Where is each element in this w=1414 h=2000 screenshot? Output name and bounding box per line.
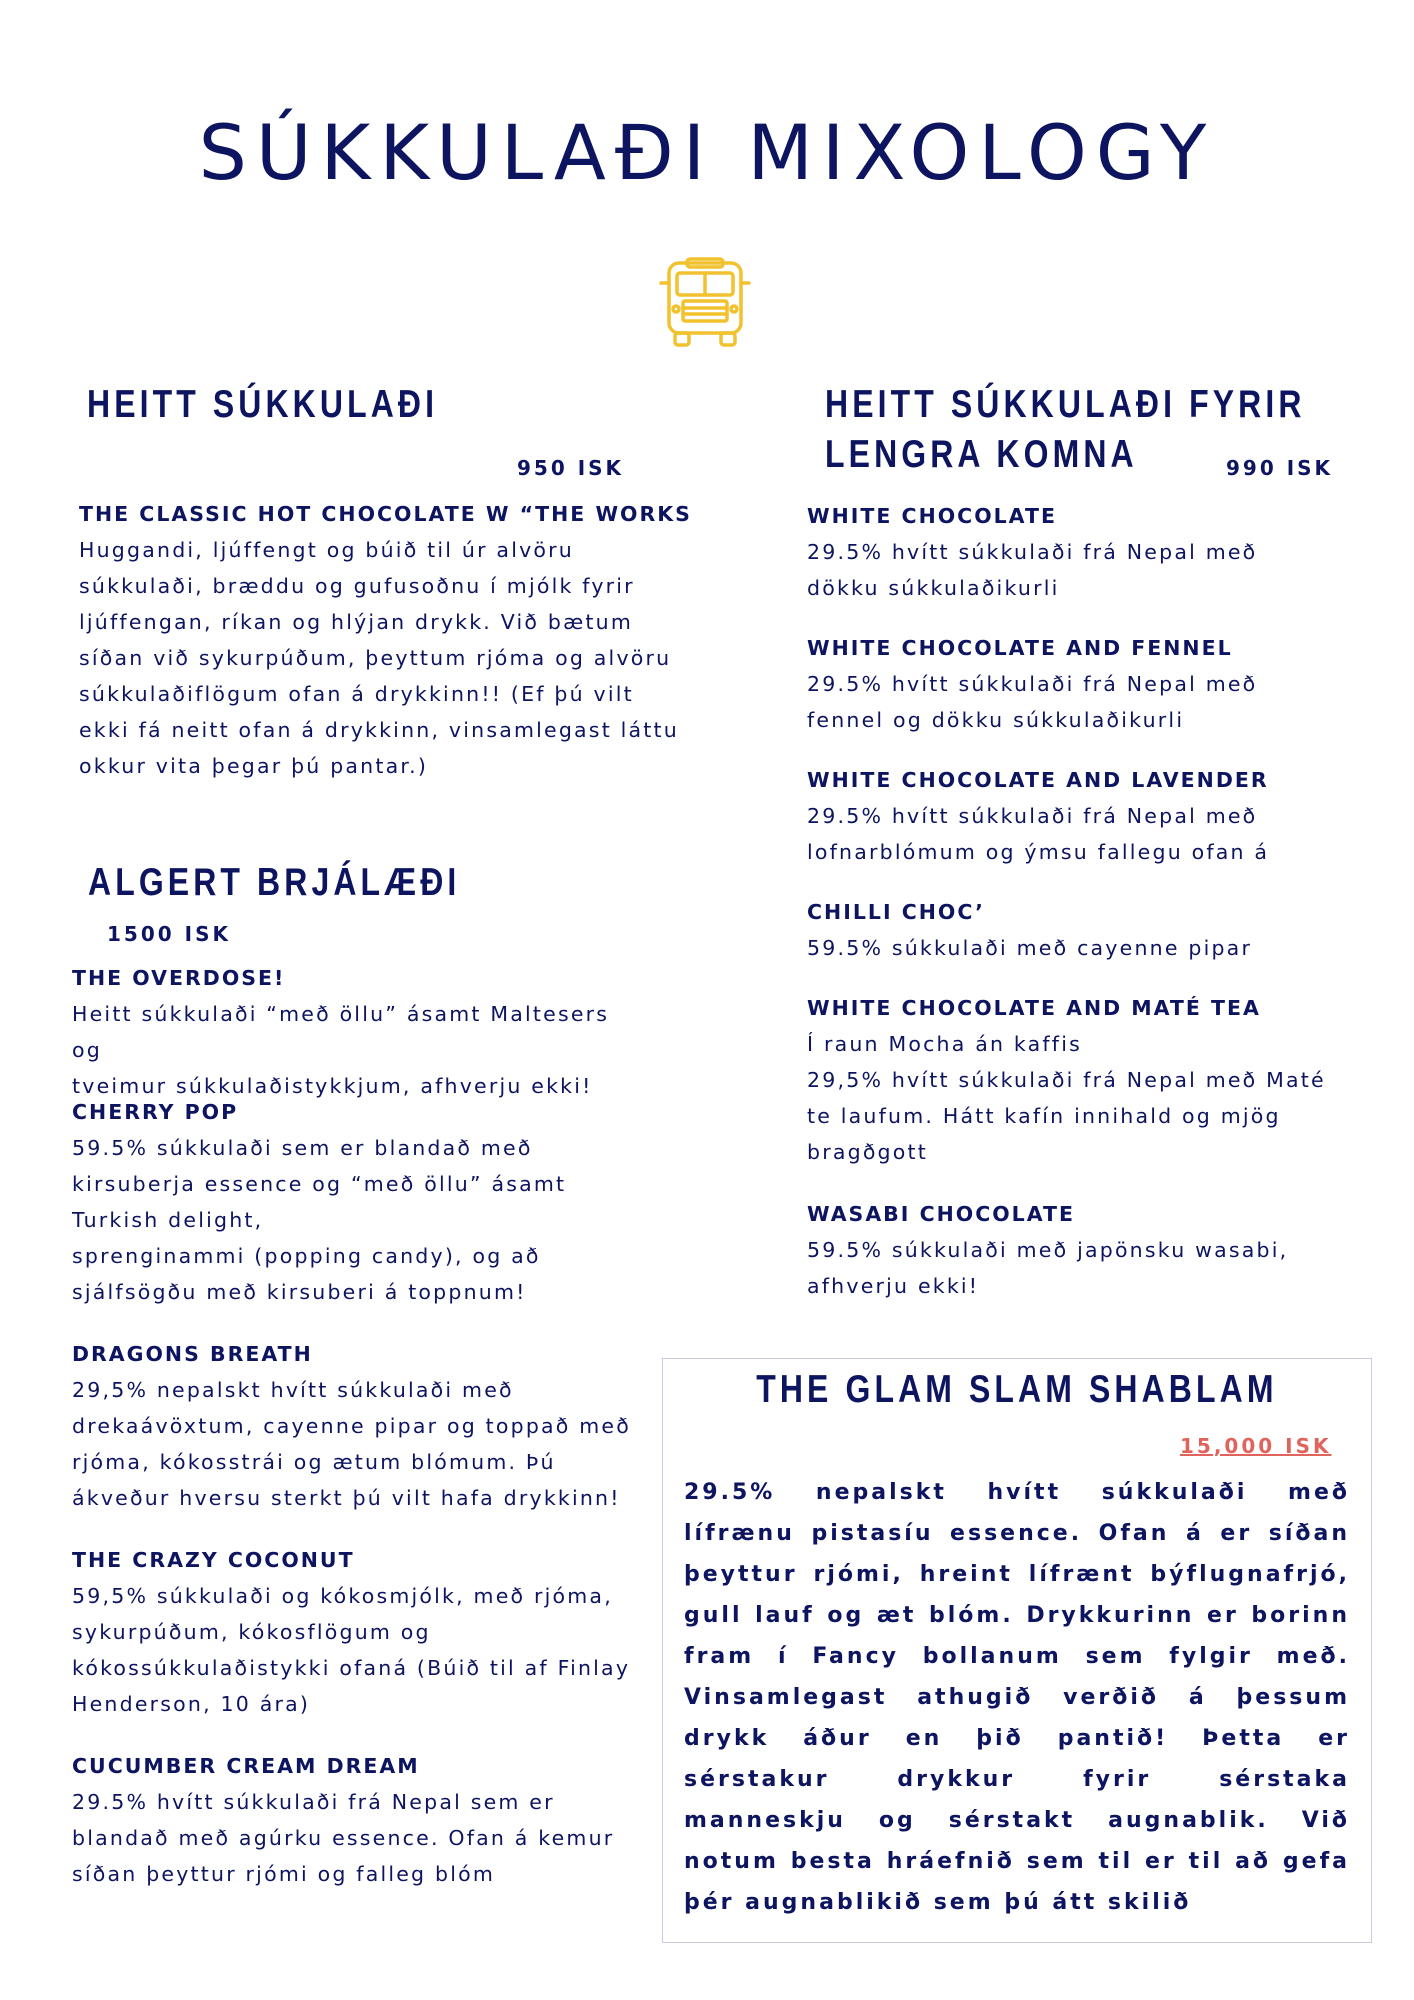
item-name: WHITE CHOCOLATE AND LAVENDER (807, 768, 1269, 792)
price-lengra: 990 ISK (1226, 456, 1334, 480)
item-description: 29.5% hvítt súkkulaði frá Nepal með dökku súkkulaðikurli (807, 540, 1258, 600)
menu-item (807, 894, 1367, 966)
menu-item (72, 1748, 632, 1892)
item-description: 29.5% hvítt súkkulaði frá Nepal með fennel og dökku súkkulaðikurli (807, 672, 1258, 732)
menu-item (807, 762, 1367, 870)
price-heitt: 950 ISK (517, 456, 625, 480)
menu-item (72, 1094, 632, 1310)
section-heading-algert: ALGERT BRJÁLÆÐI (88, 861, 461, 904)
item-name: WHITE CHOCOLATE AND FENNEL (807, 636, 1233, 660)
item-description: 29,5% nepalskt hvítt súkkulaði með drekaávöxtum, cayenne pipar og toppað með rjóma, kókosstrái og ætum blómum. Þú ákveður hversu sterkt þú vilt hafa drykkinn! (72, 1378, 631, 1510)
item-description: Huggandi, ljúffengt og búið til úr alvöru súkkulaði, bræddu og gufusoðnu í mjólk fyrir ljúffengan, ríkan og hlýjan drykk. Við bætum síðan við sykurpúðum, þeyttum rjóma og alvöru súkkulaðiflögum ofan á drykkinn!! (Ef þú vilt ekki fá neitt ofan á drykkinn, vinsamlegast láttu okkur vita þegar þú pantar.) (79, 538, 679, 778)
page-title: SÚKKULAÐI MIXOLOGY (198, 108, 1216, 197)
item-name: THE OVERDOSE! (72, 966, 286, 990)
item-description: 59.5% súkkulaði með japönsku wasabi, afhverju ekki! (807, 1238, 1289, 1298)
featured-drink-title-wrap (662, 1365, 1372, 1415)
menu-item (807, 990, 1367, 1170)
item-name: THE CRAZY COCONUT (72, 1548, 355, 1572)
item-description: Heitt súkkulaði “með öllu” ásamt Maltesers og tveimur súkkulaðistykkjum, afhverju ekki! (72, 1002, 610, 1098)
section-heading-line: LENGRA KOMNA (825, 433, 1138, 476)
menu-item (79, 496, 692, 784)
item-description: 29.5% hvítt súkkulaði frá Nepal með lofnarblómum og ýmsu fallegu ofan á (807, 804, 1270, 864)
menu-item (807, 630, 1367, 738)
item-name: WHITE CHOCOLATE (807, 504, 1057, 528)
item-description: 59,5% súkkulaði og kókosmjólk, með rjóma, sykurpúðum, kókosflögum og kókossúkkulaðistykki ofaná (Búið til af Finlay Henderson, 10 ára) (72, 1584, 631, 1716)
section-heading-glam: THE GLAM SLAM SHABLAM (756, 1368, 1278, 1411)
menu-item (72, 1542, 632, 1722)
menu-item (72, 1336, 632, 1516)
price-algert: 1500 ISK (107, 922, 231, 946)
item-name: WASABI CHOCOLATE (807, 1202, 1076, 1226)
item-description: 29.5% hvítt súkkulaði frá Nepal sem er blandað með agúrku essence. Ofan á kemur síðan þeyttur rjómi og falleg blóm (72, 1790, 615, 1886)
section-heading-heitt: HEITT SÚKKULAÐI (87, 383, 439, 426)
section-heading-line: HEITT SÚKKULAÐI FYRIR (825, 383, 1306, 426)
menu-item (807, 498, 1367, 606)
menu-item (807, 1196, 1367, 1304)
item-name: WHITE CHOCOLATE AND MATÉ TEA (807, 996, 1261, 1020)
menu-item (72, 960, 632, 1104)
item-name: CHERRY POP (72, 1100, 239, 1124)
item-description: 59.5% súkkulaði sem er blandað með kirsuberja essence og “með öllu” ásamt Turkish delight, sprenginammi (popping candy), og að sjálfsögðu með kirsuberi á toppnum! (72, 1136, 567, 1304)
item-name: THE CLASSIC HOT CHOCOLATE W “THE WORKS (79, 502, 692, 526)
item-name: CUCUMBER CREAM DREAM (72, 1754, 420, 1778)
price-glam: 15,000 ISK (1180, 1434, 1332, 1458)
item-name: DRAGONS BREATH (72, 1342, 313, 1366)
bus-icon (657, 257, 753, 353)
item-description: 59.5% súkkulaði með cayenne pipar (807, 936, 1253, 960)
item-name: CHILLI CHOC’ (807, 900, 985, 924)
featured-drink-description: 29.5% nepalskt hvítt súkkulaði með lífrænu pistasíu essence. Ofan á er síðan þeyttur rjómi, hreint lífrænt býflugnafrjó, gull lauf og æt blóm. Drykkurinn er borinn fram í Fancy bollanum sem fylgir með. Vinsamlegast athugið verðið á þessum drykk áður en þið pantið! Þetta er sérstakur drykkur fyrir sérstaka manneskju og sérstakt augnablik. Við notum besta hráefnið sem til er til að gefa þér augnablikið sem þú átt skilið (684, 1480, 1350, 1915)
item-description: Í raun Mocha án kaffis 29,5% hvítt súkkulaði frá Nepal með Maté te laufum. Hátt kafín innihald og mjög bragðgott (807, 1032, 1326, 1164)
